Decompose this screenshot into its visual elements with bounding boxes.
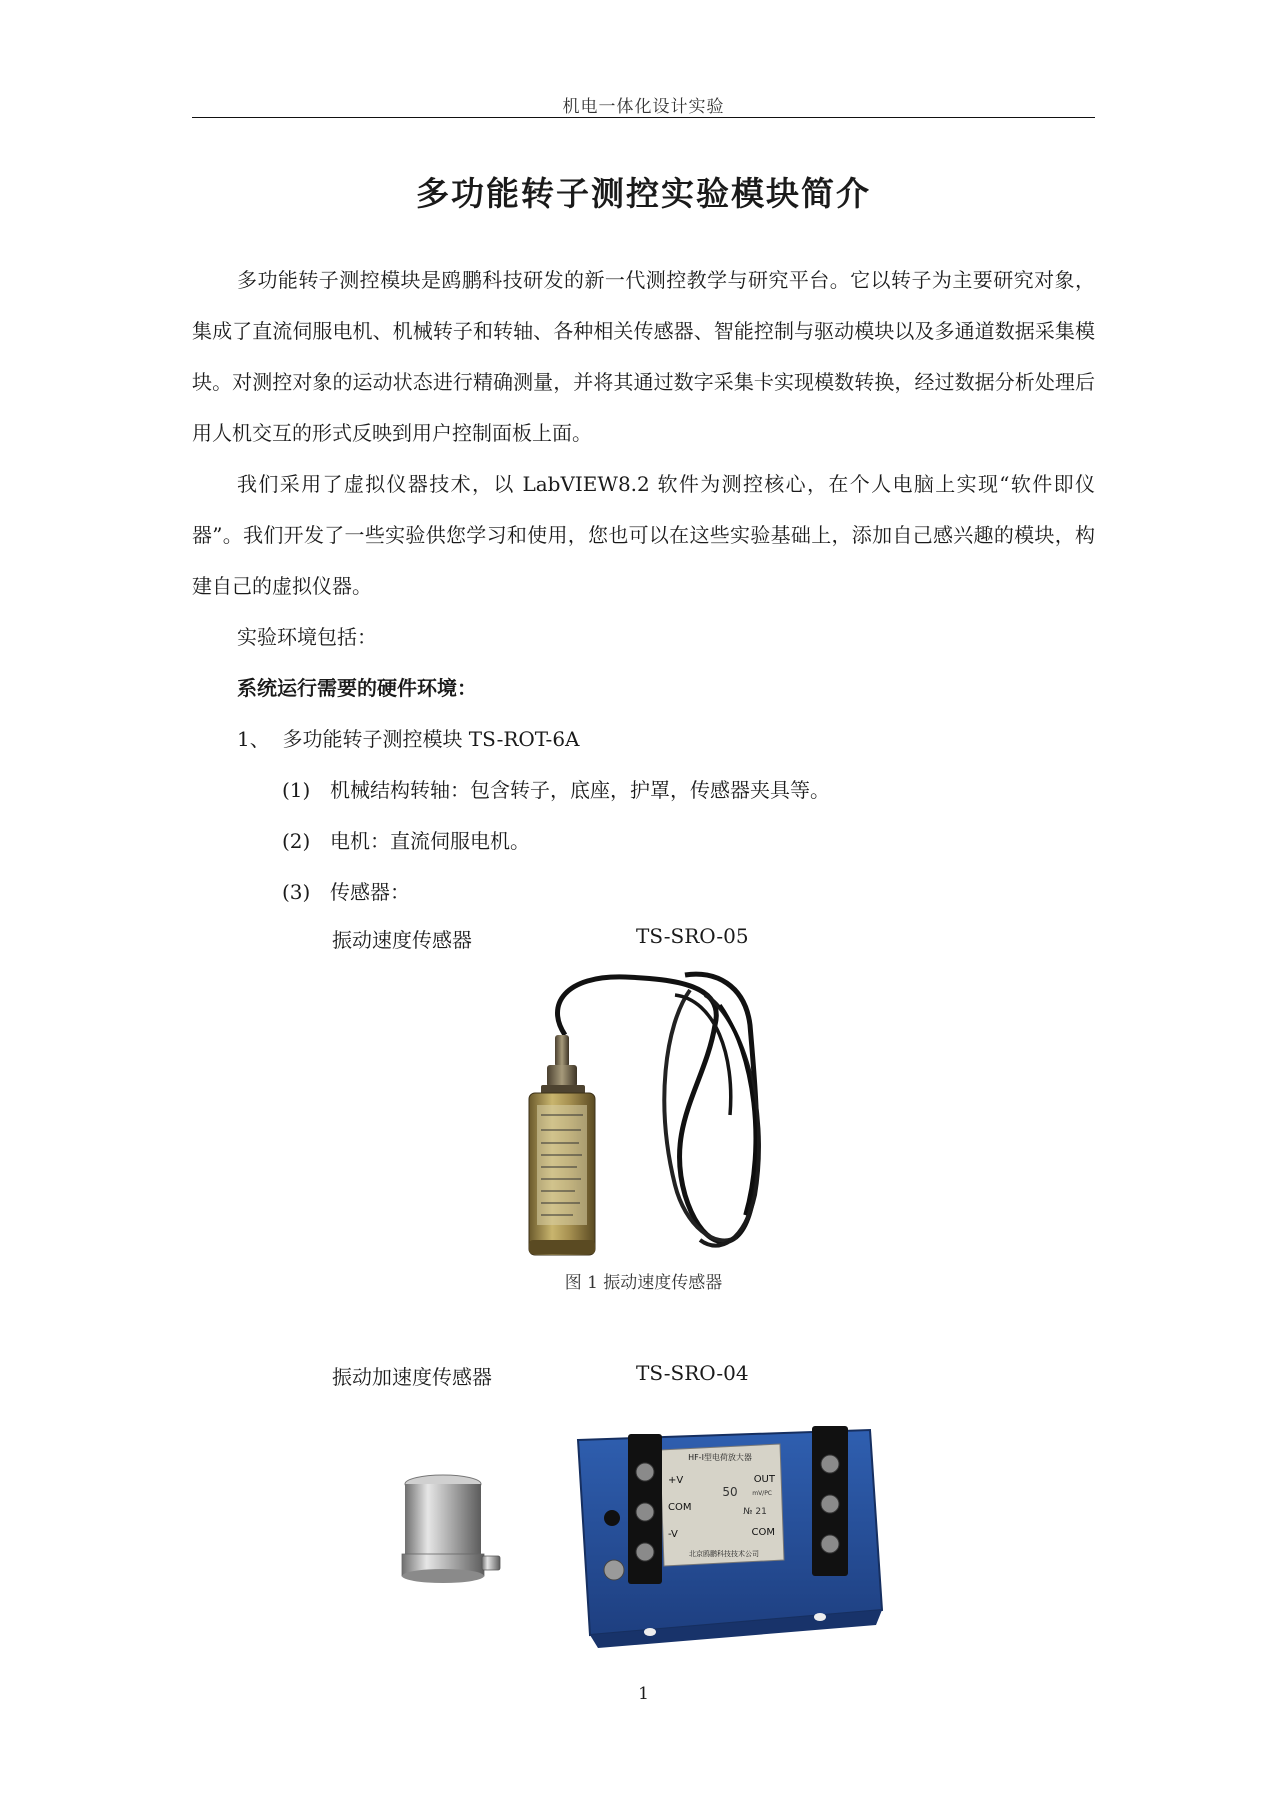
amp-label-bottom: 北京鸥鹏科技技术公司 — [689, 1550, 759, 1558]
sub-item — [192, 867, 1095, 918]
sub-item-number: (3) — [282, 880, 311, 904]
running-header: 机电一体化设计实验 — [562, 97, 725, 117]
amp-label-right-1: OUT — [753, 1474, 775, 1485]
sub-item-number: (1) — [282, 778, 311, 802]
acceleration-sensor-photo — [398, 1470, 508, 1590]
sensor-acceleration-row — [332, 1361, 749, 1390]
sensor-velocity-row — [332, 924, 749, 953]
body-text — [192, 255, 1095, 918]
figure-1-caption: 图 1 振动速度传感器 — [564, 1273, 723, 1293]
amp-serial: № 21 — [743, 1507, 767, 1517]
amp-label-top: HF-Ⅰ型电荷放大器 — [688, 1453, 752, 1462]
list-item-1 — [192, 714, 1095, 765]
paragraph-labview: 我们采用了虚拟仪器技术，以 LabVIEW8.2 软件为测控核心，在个人电脑上实现“软件即仪器”。我们开发了一些实验供您学习和使用，您也可以在这些实验基础上，添加自己感兴趣的模块，构建自己的虚拟仪器。 — [192, 472, 1095, 598]
amp-gain-unit: mV/PC — [752, 1490, 772, 1497]
paragraph-intro: 多功能转子测控模块是鸥鹏科技研发的新一代测控教学与研究平台。它以转子为主要研究对象，集成了直流伺服电机、机械转子和转轴、各种相关传感器、智能控制与驱动模块以及多通道数据采集模块。对测控对象的运动状态进行精确测量，并将其通过数字采集卡实现模数转换，经过数据分析处理后用人机交互的形式反映到用户控制面板上面。 — [192, 268, 1095, 445]
sensor-velocity-model: TS-SRO-05 — [636, 924, 749, 948]
sensor-acceleration-name: 振动加速度传感器 — [332, 1365, 492, 1389]
sensor-acceleration-model: TS-SRO-04 — [636, 1361, 749, 1385]
sub-item-text: 传感器： — [330, 880, 410, 904]
charge-amplifier-photo — [570, 1410, 888, 1650]
sub-item — [192, 816, 1095, 867]
header-rule — [192, 117, 1095, 118]
sub-item-number: (2) — [282, 829, 311, 853]
velocity-sensor-photo — [515, 965, 780, 1265]
amp-label-left-2: COM — [668, 1502, 692, 1513]
list-item-1-text: 多功能转子测控模块 TS-ROT-6A — [282, 727, 580, 751]
list-item-1-number: 1、 — [237, 727, 270, 751]
sub-item-text: 电机：直流伺服电机。 — [330, 829, 530, 853]
document-title: 多功能转子测控实验模块简介 — [416, 174, 871, 213]
amp-gain: 50 — [722, 1485, 738, 1499]
amp-label-left-3: -V — [668, 1529, 678, 1540]
amp-label-left-1: +V — [668, 1475, 684, 1486]
sensor-velocity-name: 振动速度传感器 — [332, 928, 472, 952]
hardware-heading: 系统运行需要的硬件环境： — [237, 676, 477, 700]
sub-item — [192, 765, 1095, 816]
paragraph-environment: 实验环境包括： — [237, 625, 377, 649]
amp-label-right-2: COM — [751, 1527, 775, 1538]
sub-item-text: 机械结构转轴：包含转子，底座，护罩，传感器夹具等。 — [330, 778, 830, 802]
page-number: 1 — [638, 1684, 649, 1704]
